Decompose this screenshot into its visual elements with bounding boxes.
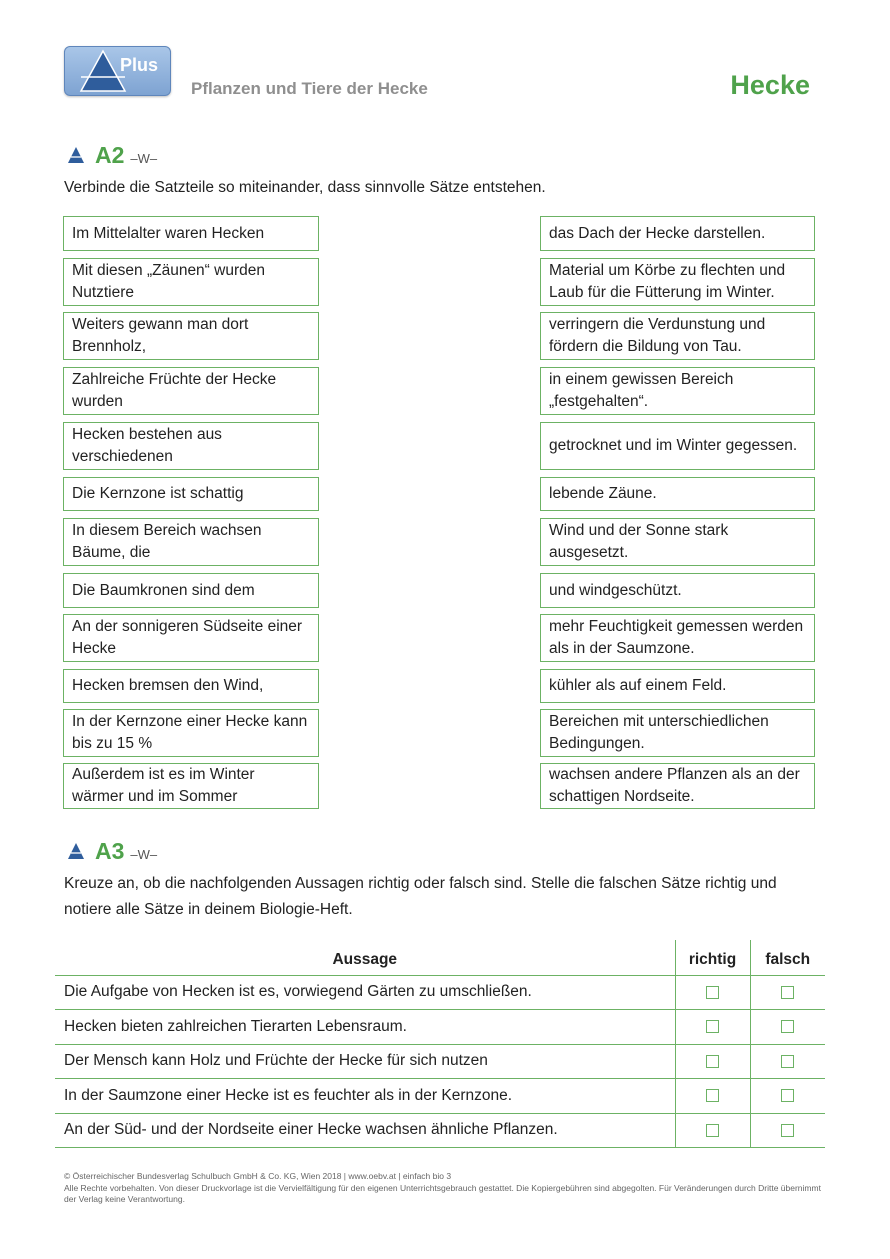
page-subtitle: Pflanzen und Tiere der Hecke	[191, 79, 428, 98]
left-phrase-box[interactable]: In der Kernzone einer Hecke kann bis zu 15 %	[63, 709, 319, 757]
true-checkbox[interactable]	[706, 1055, 719, 1068]
left-phrase-box[interactable]: Im Mittelalter waren Hecken	[63, 216, 319, 251]
right-phrase-box[interactable]: verringern die Verdunstung und fördern die Bildung von Tau.	[540, 312, 815, 360]
right-phrase-box[interactable]: wachsen andere Pflanzen als an der schattigen Nordseite.	[540, 763, 815, 809]
right-phrase-box[interactable]: Material um Körbe zu flechten und Laub für die Fütterung im Winter.	[540, 258, 815, 306]
task-tag: –W–	[130, 847, 158, 862]
task-a3-heading	[67, 838, 157, 864]
left-phrase-box[interactable]: An der sonnigeren Südseite einer Hecke	[63, 614, 319, 662]
left-phrase-box[interactable]: Hecken bremsen den Wind,	[63, 669, 319, 703]
left-phrase-box[interactable]: Zahlreiche Früchte der Hecke wurden	[63, 367, 319, 415]
triangle-icon	[67, 146, 85, 164]
table-row	[55, 975, 825, 1010]
right-phrase-box[interactable]: das Dach der Hecke darstellen.	[540, 216, 815, 251]
column-header-false: falsch	[750, 940, 825, 975]
right-phrase-box[interactable]: kühler als auf einem Feld.	[540, 669, 815, 703]
task-number: A3	[95, 838, 125, 864]
left-phrase-box[interactable]: Die Kernzone ist schattig	[63, 477, 319, 511]
statement-text: An der Süd- und der Nordseite einer Hecke wachsen ähnliche Pflanzen.	[55, 1113, 675, 1148]
triangle-icon	[67, 842, 85, 860]
task-a3-instruction: Kreuze an, ob die nachfolgenden Aussagen richtig oder falsch sind. Stelle die falschen Sätze richtig und notiere alle Sätze in deinem Biologie-Heft.	[64, 875, 777, 918]
left-phrase-box[interactable]: Mit diesen „Zäunen“ wurden Nutztiere	[63, 258, 319, 306]
statement-text: Hecken bieten zahlreichen Tierarten Lebensraum.	[55, 1010, 675, 1045]
left-phrase-box[interactable]: In diesem Bereich wachsen Bäume, die	[63, 518, 319, 566]
right-phrase-box[interactable]: und windgeschützt.	[540, 573, 815, 608]
task-number: A2	[95, 142, 125, 168]
copyright-line: © Österreichischer Bundesverlag Schulbuch GmbH & Co. KG, Wien 2018 | www.oebv.at | einfach bio 3	[64, 1171, 452, 1181]
right-phrase-box[interactable]: mehr Feuchtigkeit gemessen werden als in der Saumzone.	[540, 614, 815, 662]
page-title: Hecke	[730, 70, 810, 100]
true-checkbox[interactable]	[706, 1124, 719, 1137]
table-row	[55, 1079, 825, 1114]
false-checkbox[interactable]	[781, 1089, 794, 1102]
true-checkbox[interactable]	[706, 1089, 719, 1102]
left-phrase-box[interactable]: Hecken bestehen aus verschiedenen	[63, 422, 319, 470]
task-tag: –W–	[130, 151, 158, 166]
false-checkbox[interactable]	[781, 1055, 794, 1068]
statement-text: In der Saumzone einer Hecke ist es feuchter als in der Kernzone.	[55, 1079, 675, 1114]
true-checkbox[interactable]	[706, 986, 719, 999]
right-phrase-box[interactable]: lebende Zäune.	[540, 477, 815, 511]
statement-text: Die Aufgabe von Hecken ist es, vorwiegend Gärten zu umschließen.	[55, 975, 675, 1010]
statements-table	[55, 940, 825, 1148]
column-header-statement: Aussage	[55, 940, 675, 975]
true-checkbox[interactable]	[706, 1020, 719, 1033]
footer	[64, 1171, 824, 1206]
rights-notice: Alle Rechte vorbehalten. Von dieser Druckvorlage ist die Vervielfältigung für den eigenen Unterrichtsgebrauch gestattet. Die Kopiergebühren sind abgegolten. Für Veränderungen durch Dritte übernimmt der Verlag keine Verantwortung.	[64, 1182, 821, 1204]
right-phrase-box[interactable]: Wind und der Sonne stark ausgesetzt.	[540, 518, 815, 566]
table-row	[55, 1044, 825, 1079]
task-a2-instruction: Verbinde die Satzteile so miteinander, dass sinnvolle Sätze entstehen.	[64, 179, 546, 196]
table-row	[55, 1010, 825, 1045]
false-checkbox[interactable]	[781, 1124, 794, 1137]
right-phrase-box[interactable]: in einem gewissen Bereich „festgehalten“.	[540, 367, 815, 415]
task-a2-heading	[67, 142, 157, 168]
false-checkbox[interactable]	[781, 1020, 794, 1033]
column-header-true: richtig	[675, 940, 750, 975]
right-phrase-box[interactable]: getrocknet und im Winter gegessen.	[540, 422, 815, 470]
logo-text: Plus	[120, 55, 159, 75]
left-phrase-box[interactable]: Die Baumkronen sind dem	[63, 573, 319, 608]
table-row	[55, 1113, 825, 1148]
plus-logo	[64, 46, 171, 96]
statement-text: Der Mensch kann Holz und Früchte der Hecke für sich nutzen	[55, 1044, 675, 1079]
left-phrase-box[interactable]: Weiters gewann man dort Brennholz,	[63, 312, 319, 360]
right-phrase-box[interactable]: Bereichen mit unterschiedlichen Bedingungen.	[540, 709, 815, 757]
false-checkbox[interactable]	[781, 986, 794, 999]
left-phrase-box[interactable]: Außerdem ist es im Winter wärmer und im Sommer	[63, 763, 319, 809]
table-header-row	[55, 940, 825, 975]
